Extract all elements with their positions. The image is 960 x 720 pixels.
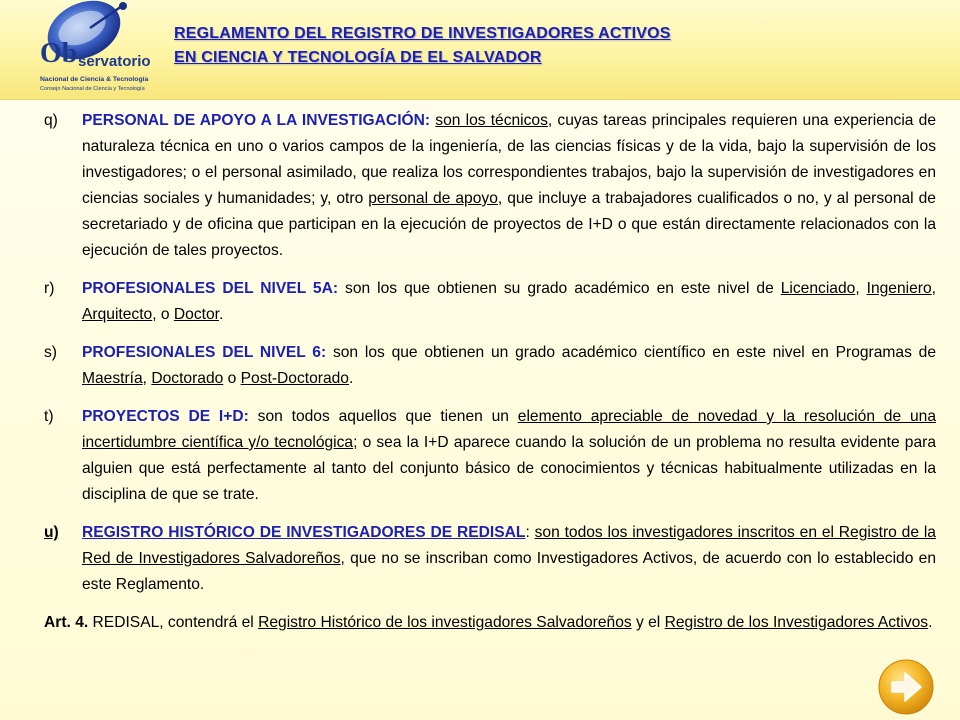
- item-body: [82, 404, 936, 508]
- header-banner: [0, 0, 960, 100]
- item-end: .: [218, 306, 224, 323]
- next-slide-button[interactable]: [877, 658, 935, 716]
- article-text: y el: [631, 614, 665, 631]
- underlined-phrase: Arquitecto: [82, 306, 153, 323]
- underlined-phrase: elemento apreciable de novedad y la resolución de una incertidumbre científica y/o tecnológica: [82, 408, 936, 451]
- underlined-phrase: Licenciado: [780, 280, 856, 297]
- article-label: Art. 4.: [44, 614, 89, 631]
- item-term: PROFESIONALES DEL NIVEL 6: [82, 344, 321, 361]
- separator: , o: [152, 306, 174, 323]
- term-colon: :: [332, 280, 339, 297]
- underlined-phrase: Registro Histórico de los investigadores Salvadoreños: [258, 614, 632, 631]
- item-body: [82, 276, 936, 328]
- separator: ,: [142, 370, 152, 387]
- slide-content: [44, 108, 936, 636]
- item-text: , que incluye a trabajadores cualificados o no, y al personal de secretariado y de oficina que participan en la ejecución de proyectos de I+D o que están directamente relacionados con la ejecución de tales proyectos.: [82, 190, 936, 259]
- item-text: son los que obtienen su grado académico en este nivel de: [338, 280, 781, 297]
- item-term: PROFESIONALES DEL NIVEL 5A: [82, 280, 333, 297]
- underlined-phrase: Doctorado: [151, 370, 224, 387]
- definition-item-s: [44, 340, 936, 392]
- logo-name-rest: servatorio: [78, 53, 151, 70]
- item-term: PROYECTOS DE I+D: [82, 408, 244, 425]
- separator: ,: [855, 280, 867, 297]
- term-colon: :: [320, 344, 327, 361]
- definition-item-u: [44, 520, 936, 598]
- term-colon: :: [424, 112, 431, 129]
- item-text: , que no se inscriban como Investigadores Activos, de acuerdo con lo establecido en este Reglamento.: [82, 550, 937, 593]
- observatorio-logo: [26, 0, 176, 98]
- article-text: REDISAL, contendrá el: [88, 614, 259, 631]
- term-colon: :: [243, 408, 249, 425]
- underlined-phrase: Registro de los Investigadores Activos: [664, 614, 929, 631]
- item-body: [82, 108, 936, 264]
- item-text: , cuyas tareas principales requieren una experiencia de naturaleza técnica en uno o varios campos de la ingeniería, de las ciencias físicas y de la vida, bajo la supervisión de los investigadores; o el personal asimilado, que realiza los correspondientes trabajos, bajo la supervisión de investigadores en ciencias sociales y humanidades; y, otro: [82, 112, 936, 207]
- logo-subtitle-2: Consejo Nacional de Ciencia y Tecnología: [40, 86, 145, 92]
- definition-item-t: [44, 404, 936, 508]
- item-body: [82, 520, 936, 598]
- item-letter: t): [44, 408, 54, 425]
- underlined-phrase: son todos los investigadores inscritos en el Registro de la Red de Investigadores Salvadoreños: [82, 524, 936, 567]
- item-body: [82, 340, 936, 392]
- item-letter: s): [44, 344, 57, 361]
- item-letter: q): [44, 112, 58, 129]
- item-letter: u): [44, 524, 59, 541]
- item-letter: r): [44, 280, 55, 297]
- article-end: .: [928, 614, 933, 631]
- underlined-phrase: son los técnicos: [435, 112, 548, 129]
- item-text: son los que obtienen un grado académico científico en este nivel en Programas de: [326, 344, 936, 361]
- logo-subtitle-1: Nacional de Ciencia & Tecnología: [40, 76, 149, 83]
- header-divider: [0, 99, 960, 100]
- underlined-phrase: Post-Doctorado: [240, 370, 349, 387]
- item-end: .: [348, 370, 354, 387]
- underlined-phrase: Doctor: [173, 306, 219, 323]
- underlined-phrase: Ingeniero: [866, 280, 932, 297]
- article-4: [44, 610, 936, 636]
- underlined-phrase: Maestría: [82, 370, 143, 387]
- separator: ,: [931, 280, 936, 297]
- definition-item-r: [44, 276, 936, 328]
- page-title-line-2: EN CIENCIA Y TECNOLOGÍA DE EL SALVADOR: [174, 49, 542, 66]
- separator: o: [223, 370, 241, 387]
- page-title-line-1: REGLAMENTO DEL REGISTRO DE INVESTIGADORES ACTIVOS: [174, 25, 671, 42]
- term-colon: :: [525, 524, 530, 541]
- item-term: REGISTRO HISTÓRICO DE INVESTIGADORES DE REDISAL: [82, 524, 526, 541]
- item-text: ; o sea la I+D aparece cuando la solución de un problema no resulta evidente para alguien que está perfectamente al tanto del conjunto básico de conocimientos y técnicas habitualmente utilizadas en la disciplina de que se trate.: [82, 434, 936, 503]
- item-term: PERSONAL DE APOYO A LA INVESTIGACIÓN: [82, 112, 425, 129]
- page-title: [174, 22, 671, 70]
- underlined-phrase: personal de apoyo: [368, 190, 498, 207]
- definition-item-q: [44, 108, 936, 264]
- item-text: son todos aquellos que tienen un: [248, 408, 518, 425]
- logo-name-prefix: Ob: [40, 38, 78, 69]
